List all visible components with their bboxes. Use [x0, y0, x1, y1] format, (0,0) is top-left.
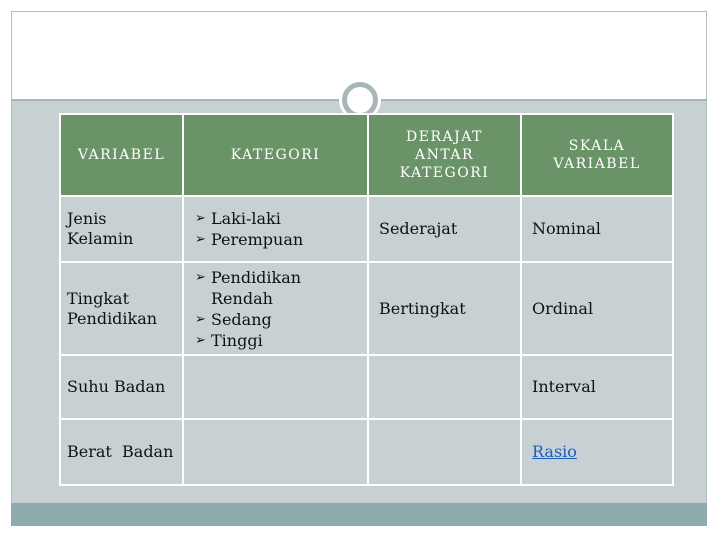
- header-variabel: VARIABEL: [60, 114, 183, 196]
- cell-kategori: [183, 355, 368, 419]
- header-row: [60, 114, 673, 196]
- table-row: [60, 196, 673, 262]
- rasio-link[interactable]: Rasio: [532, 442, 577, 461]
- header-derajat: DERAJAT ANTAR KATEGORI: [368, 114, 521, 196]
- list-item: ➢ Perempuan: [195, 230, 304, 249]
- cell-kategori: [183, 196, 368, 262]
- table-row: [60, 355, 673, 419]
- cell-kategori: [183, 262, 368, 355]
- list-item: ➢ Tinggi: [195, 330, 263, 350]
- cell-variabel: Berat Badan: [60, 419, 183, 485]
- arrowhead-right-icon: ➢: [195, 232, 206, 247]
- arrowhead-right-icon: ➢: [195, 211, 206, 226]
- cell-variabel: Jenis Kelamin: [60, 196, 183, 262]
- cell-variabel: Tingkat Pendidikan: [60, 262, 183, 355]
- variable-scale-table: [59, 113, 674, 486]
- header-skala: SKALA VARIABEL: [521, 114, 673, 196]
- cell-skala: Ordinal: [521, 262, 673, 355]
- cell-skala: Nominal: [521, 196, 673, 262]
- cell-derajat: Bertingkat: [368, 262, 521, 355]
- arrowhead-right-icon: ➢: [195, 269, 206, 285]
- table-row: [60, 262, 673, 355]
- cell-derajat: [368, 355, 521, 419]
- cell-skala: Interval: [521, 355, 673, 419]
- cell-variabel: Suhu Badan: [60, 355, 183, 419]
- divider-rule-right: [381, 99, 707, 101]
- cell-derajat: [368, 419, 521, 485]
- cell-derajat: Sederajat: [368, 196, 521, 262]
- table-row: [60, 419, 673, 485]
- list-item: ➢ Pendidikan Rendah: [195, 267, 302, 308]
- list-item: ➢ Laki-laki: [195, 209, 281, 228]
- footer-band: [11, 503, 707, 526]
- arrowhead-right-icon: ➢: [195, 311, 206, 327]
- arrowhead-right-icon: ➢: [195, 332, 206, 348]
- header-kategori: KATEGORI: [183, 114, 368, 196]
- cell-skala: [521, 419, 673, 485]
- cell-kategori: [183, 419, 368, 485]
- divider-rule-left: [11, 99, 339, 101]
- list-item: ➢ Sedang: [195, 309, 272, 329]
